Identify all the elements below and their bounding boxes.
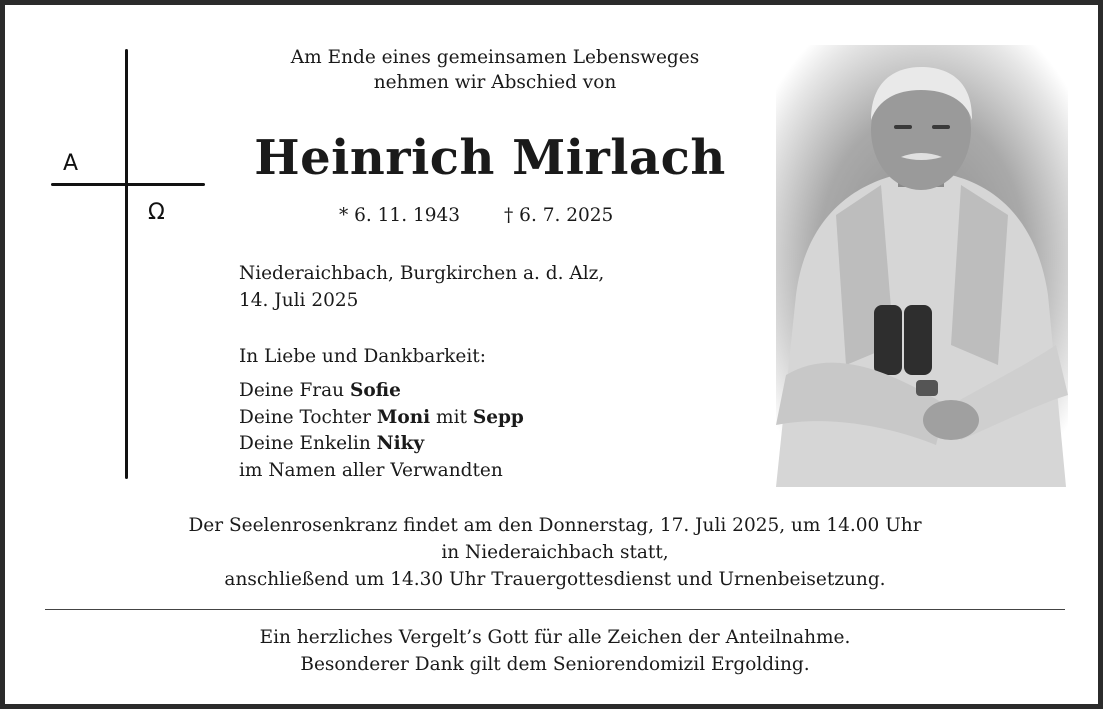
place-line: Niederaichbach, Burgkirchen a. d. Alz,: [239, 263, 605, 284]
thanks-line-2: Besonderer Dank gilt dem Seniorendomizil Ergolding.: [300, 654, 810, 675]
mourner-name: Moni: [376, 406, 431, 428]
intro-line-1: Am Ende eines gemeinsamen Lebensweges: [290, 47, 700, 68]
cross-vertical-bar: [125, 49, 128, 479]
birth-date: * 6. 11. 1943: [339, 205, 461, 226]
cross-horizontal-bar: [51, 183, 205, 186]
intro-line-2: nehmen wir Abschied von: [373, 72, 617, 93]
intro-text: [235, 45, 755, 95]
deceased-name: Heinrich Mirlach: [254, 130, 726, 186]
mourner-name: Niky: [376, 433, 425, 454]
notice-date: 14. Juli 2025: [239, 290, 359, 311]
wristwatch: [916, 380, 938, 396]
hands: [923, 400, 979, 440]
binocular-right: [904, 305, 932, 375]
eye-left: [894, 125, 912, 129]
service-line-2: in Niederaichbach statt,: [441, 542, 669, 563]
service-line-1: Der Seelenrosenkranz findet am den Donnerstag, 17. Juli 2025, um 14.00 Uhr: [188, 515, 922, 536]
portrait-photo: [776, 45, 1068, 487]
mourner-name: Sofie: [349, 380, 401, 401]
life-dates: [339, 204, 613, 228]
mourner-wife: [239, 378, 524, 405]
eye-right: [932, 125, 950, 129]
binocular-left: [874, 305, 902, 375]
thanks-text: [45, 624, 1065, 678]
mourner-relatives: im Namen aller Verwandten: [239, 459, 503, 481]
mourner-name: Sepp: [472, 406, 524, 428]
service-line-3: anschließend um 14.30 Uhr Trauergottesdienst und Urnenbeisetzung.: [224, 569, 886, 590]
service-announcement: [45, 512, 1065, 593]
divider-line: [45, 609, 1065, 610]
death-date: † 6. 7. 2025: [504, 205, 614, 226]
portrait-illustration: [776, 45, 1068, 487]
mourners-list: [239, 378, 524, 484]
vest-right: [951, 185, 1008, 365]
mourner-relation: Deine Frau: [239, 380, 350, 401]
mourner-grandchild: [239, 431, 524, 458]
alpha-symbol: A: [63, 151, 79, 176]
place-and-date: [239, 260, 604, 314]
mourner-conjunction: mit: [430, 406, 473, 428]
mourner-relation: Deine Tochter: [239, 406, 377, 428]
omega-symbol: Ω: [148, 200, 165, 225]
mourners-heading: In Liebe und Dankbarkeit:: [239, 346, 486, 367]
mourner-daughter: [239, 405, 524, 432]
mourner-relation: Deine Enkelin: [239, 433, 377, 454]
thanks-line-1: Ein herzliches Vergelt’s Gott für alle Zeichen der Anteilnahme.: [259, 627, 851, 648]
